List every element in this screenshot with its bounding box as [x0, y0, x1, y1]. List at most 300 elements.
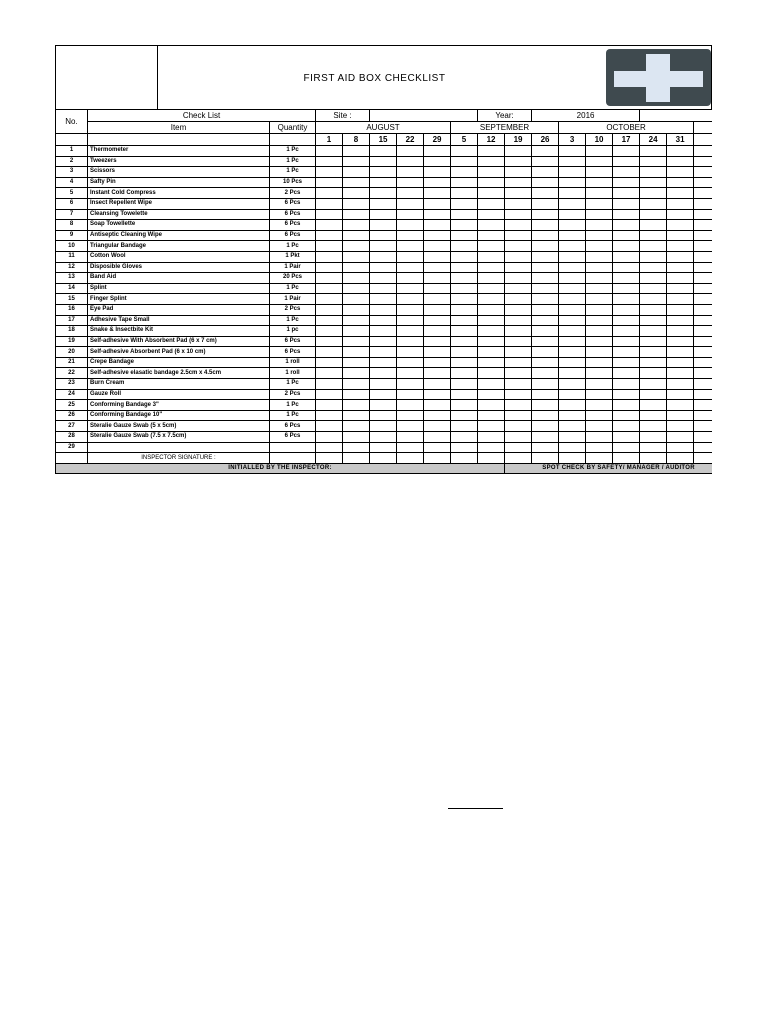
check-cell[interactable] — [370, 315, 397, 326]
check-cell[interactable] — [370, 156, 397, 167]
check-cell[interactable] — [532, 442, 559, 453]
check-cell[interactable] — [694, 368, 712, 379]
check-cell[interactable] — [316, 304, 343, 315]
check-cell[interactable] — [532, 273, 559, 284]
check-cell[interactable] — [640, 379, 667, 390]
check-cell[interactable] — [694, 177, 712, 188]
check-cell[interactable] — [451, 336, 478, 347]
check-cell[interactable] — [397, 400, 424, 411]
check-cell[interactable] — [532, 432, 559, 443]
check-cell[interactable] — [451, 177, 478, 188]
check-cell[interactable] — [640, 389, 667, 400]
check-cell[interactable] — [532, 421, 559, 432]
check-cell[interactable] — [667, 220, 694, 231]
check-cell[interactable] — [559, 347, 586, 358]
check-cell[interactable] — [316, 357, 343, 368]
check-cell[interactable] — [613, 220, 640, 231]
check-cell[interactable] — [532, 251, 559, 262]
check-cell[interactable] — [586, 241, 613, 252]
check-cell[interactable] — [370, 273, 397, 284]
check-cell[interactable] — [613, 241, 640, 252]
check-cell[interactable] — [694, 442, 712, 453]
check-cell[interactable] — [559, 368, 586, 379]
check-cell[interactable] — [586, 326, 613, 337]
check-cell[interactable] — [667, 273, 694, 284]
check-cell[interactable] — [316, 421, 343, 432]
check-cell[interactable] — [424, 379, 451, 390]
check-cell[interactable] — [613, 326, 640, 337]
check-cell[interactable] — [478, 198, 505, 209]
check-cell[interactable] — [316, 220, 343, 231]
check-cell[interactable] — [424, 156, 451, 167]
check-cell[interactable] — [559, 198, 586, 209]
check-cell[interactable] — [478, 357, 505, 368]
check-cell[interactable] — [451, 209, 478, 220]
check-cell[interactable] — [667, 251, 694, 262]
check-cell[interactable] — [478, 273, 505, 284]
check-cell[interactable] — [532, 198, 559, 209]
check-cell[interactable] — [667, 262, 694, 273]
check-cell[interactable] — [667, 357, 694, 368]
check-cell[interactable] — [694, 294, 712, 305]
check-cell[interactable] — [559, 315, 586, 326]
check-cell[interactable] — [694, 209, 712, 220]
check-cell[interactable] — [424, 336, 451, 347]
check-cell[interactable] — [478, 262, 505, 273]
check-cell[interactable] — [478, 156, 505, 167]
check-cell[interactable] — [640, 294, 667, 305]
check-cell[interactable] — [397, 304, 424, 315]
check-cell[interactable] — [559, 273, 586, 284]
check-cell[interactable] — [559, 389, 586, 400]
check-cell[interactable] — [316, 326, 343, 337]
check-cell[interactable] — [370, 410, 397, 421]
check-cell[interactable] — [505, 432, 532, 443]
check-cell[interactable] — [640, 421, 667, 432]
check-cell[interactable] — [640, 198, 667, 209]
check-cell[interactable] — [451, 410, 478, 421]
check-cell[interactable] — [451, 156, 478, 167]
check-cell[interactable] — [397, 315, 424, 326]
check-cell[interactable] — [370, 294, 397, 305]
check-cell[interactable] — [613, 368, 640, 379]
check-cell[interactable] — [343, 379, 370, 390]
check-cell[interactable] — [559, 230, 586, 241]
check-cell[interactable] — [343, 421, 370, 432]
check-cell[interactable] — [316, 230, 343, 241]
check-cell[interactable] — [667, 230, 694, 241]
check-cell[interactable] — [451, 400, 478, 411]
check-cell[interactable] — [397, 379, 424, 390]
check-cell[interactable] — [343, 220, 370, 231]
check-cell[interactable] — [370, 251, 397, 262]
check-cell[interactable] — [613, 347, 640, 358]
check-cell[interactable] — [370, 283, 397, 294]
check-cell[interactable] — [343, 273, 370, 284]
check-cell[interactable] — [316, 146, 343, 157]
check-cell[interactable] — [532, 146, 559, 157]
check-cell[interactable] — [370, 304, 397, 315]
check-cell[interactable] — [505, 156, 532, 167]
check-cell[interactable] — [370, 177, 397, 188]
check-cell[interactable] — [559, 209, 586, 220]
check-cell[interactable] — [667, 283, 694, 294]
check-cell[interactable] — [505, 304, 532, 315]
check-cell[interactable] — [667, 156, 694, 167]
check-cell[interactable] — [424, 230, 451, 241]
check-cell[interactable] — [370, 230, 397, 241]
check-cell[interactable] — [478, 400, 505, 411]
check-cell[interactable] — [694, 315, 712, 326]
check-cell[interactable] — [451, 326, 478, 337]
check-cell[interactable] — [667, 146, 694, 157]
check-cell[interactable] — [451, 315, 478, 326]
check-cell[interactable] — [451, 220, 478, 231]
check-cell[interactable] — [559, 241, 586, 252]
check-cell[interactable] — [316, 410, 343, 421]
check-cell[interactable] — [478, 230, 505, 241]
check-cell[interactable] — [505, 177, 532, 188]
check-cell[interactable] — [397, 177, 424, 188]
check-cell[interactable] — [505, 230, 532, 241]
check-cell[interactable] — [370, 241, 397, 252]
signature-cell[interactable] — [586, 453, 613, 464]
check-cell[interactable] — [397, 442, 424, 453]
check-cell[interactable] — [559, 379, 586, 390]
signature-cell[interactable] — [424, 453, 451, 464]
check-cell[interactable] — [397, 209, 424, 220]
check-cell[interactable] — [586, 368, 613, 379]
check-cell[interactable] — [559, 304, 586, 315]
check-cell[interactable] — [424, 198, 451, 209]
check-cell[interactable] — [343, 410, 370, 421]
check-cell[interactable] — [532, 241, 559, 252]
check-cell[interactable] — [370, 379, 397, 390]
check-cell[interactable] — [478, 241, 505, 252]
check-cell[interactable] — [694, 347, 712, 358]
check-cell[interactable] — [316, 432, 343, 443]
check-cell[interactable] — [586, 146, 613, 157]
check-cell[interactable] — [694, 146, 712, 157]
check-cell[interactable] — [370, 400, 397, 411]
check-cell[interactable] — [370, 146, 397, 157]
check-cell[interactable] — [667, 432, 694, 443]
check-cell[interactable] — [532, 357, 559, 368]
check-cell[interactable] — [343, 156, 370, 167]
check-cell[interactable] — [559, 251, 586, 262]
check-cell[interactable] — [397, 156, 424, 167]
check-cell[interactable] — [478, 283, 505, 294]
check-cell[interactable] — [559, 156, 586, 167]
check-cell[interactable] — [667, 442, 694, 453]
check-cell[interactable] — [478, 188, 505, 199]
check-cell[interactable] — [424, 389, 451, 400]
check-cell[interactable] — [478, 304, 505, 315]
check-cell[interactable] — [478, 347, 505, 358]
check-cell[interactable] — [424, 357, 451, 368]
check-cell[interactable] — [478, 368, 505, 379]
check-cell[interactable] — [397, 389, 424, 400]
check-cell[interactable] — [613, 198, 640, 209]
check-cell[interactable] — [532, 230, 559, 241]
check-cell[interactable] — [586, 294, 613, 305]
check-cell[interactable] — [424, 326, 451, 337]
check-cell[interactable] — [343, 167, 370, 178]
check-cell[interactable] — [667, 336, 694, 347]
check-cell[interactable] — [640, 283, 667, 294]
check-cell[interactable] — [532, 209, 559, 220]
check-cell[interactable] — [532, 410, 559, 421]
check-cell[interactable] — [505, 315, 532, 326]
check-cell[interactable] — [370, 357, 397, 368]
check-cell[interactable] — [478, 294, 505, 305]
check-cell[interactable] — [559, 410, 586, 421]
check-cell[interactable] — [478, 315, 505, 326]
check-cell[interactable] — [424, 241, 451, 252]
check-cell[interactable] — [586, 379, 613, 390]
check-cell[interactable] — [397, 188, 424, 199]
signature-cell[interactable] — [532, 453, 559, 464]
signature-cell[interactable] — [478, 453, 505, 464]
check-cell[interactable] — [451, 198, 478, 209]
check-cell[interactable] — [505, 347, 532, 358]
check-cell[interactable] — [694, 273, 712, 284]
signature-cell[interactable] — [559, 453, 586, 464]
check-cell[interactable] — [559, 421, 586, 432]
signature-cell[interactable] — [343, 453, 370, 464]
check-cell[interactable] — [586, 156, 613, 167]
check-cell[interactable] — [424, 146, 451, 157]
check-cell[interactable] — [424, 188, 451, 199]
check-cell[interactable] — [397, 421, 424, 432]
signature-cell[interactable] — [316, 453, 343, 464]
check-cell[interactable] — [532, 368, 559, 379]
signature-cell[interactable] — [667, 453, 694, 464]
check-cell[interactable] — [640, 273, 667, 284]
check-cell[interactable] — [667, 347, 694, 358]
check-cell[interactable] — [640, 241, 667, 252]
check-cell[interactable] — [424, 177, 451, 188]
check-cell[interactable] — [424, 315, 451, 326]
check-cell[interactable] — [694, 421, 712, 432]
check-cell[interactable] — [316, 379, 343, 390]
check-cell[interactable] — [343, 304, 370, 315]
check-cell[interactable] — [613, 273, 640, 284]
check-cell[interactable] — [505, 400, 532, 411]
check-cell[interactable] — [370, 368, 397, 379]
check-cell[interactable] — [451, 357, 478, 368]
check-cell[interactable] — [316, 251, 343, 262]
check-cell[interactable] — [343, 315, 370, 326]
check-cell[interactable] — [559, 188, 586, 199]
check-cell[interactable] — [478, 432, 505, 443]
check-cell[interactable] — [694, 241, 712, 252]
check-cell[interactable] — [640, 167, 667, 178]
check-cell[interactable] — [586, 336, 613, 347]
check-cell[interactable] — [316, 198, 343, 209]
signature-cell[interactable] — [640, 453, 667, 464]
signature-cell[interactable] — [613, 453, 640, 464]
check-cell[interactable] — [451, 294, 478, 305]
check-cell[interactable] — [559, 442, 586, 453]
check-cell[interactable] — [586, 220, 613, 231]
check-cell[interactable] — [559, 432, 586, 443]
check-cell[interactable] — [370, 198, 397, 209]
check-cell[interactable] — [370, 421, 397, 432]
check-cell[interactable] — [478, 336, 505, 347]
check-cell[interactable] — [478, 421, 505, 432]
check-cell[interactable] — [613, 262, 640, 273]
check-cell[interactable] — [613, 315, 640, 326]
check-cell[interactable] — [343, 400, 370, 411]
check-cell[interactable] — [640, 146, 667, 157]
check-cell[interactable] — [559, 167, 586, 178]
check-cell[interactable] — [316, 347, 343, 358]
check-cell[interactable] — [424, 251, 451, 262]
check-cell[interactable] — [586, 315, 613, 326]
check-cell[interactable] — [478, 220, 505, 231]
check-cell[interactable] — [451, 368, 478, 379]
check-cell[interactable] — [505, 368, 532, 379]
check-cell[interactable] — [694, 188, 712, 199]
check-cell[interactable] — [640, 251, 667, 262]
check-cell[interactable] — [316, 241, 343, 252]
check-cell[interactable] — [370, 167, 397, 178]
check-cell[interactable] — [532, 304, 559, 315]
check-cell[interactable] — [343, 442, 370, 453]
check-cell[interactable] — [586, 167, 613, 178]
check-cell[interactable] — [613, 251, 640, 262]
check-cell[interactable] — [586, 410, 613, 421]
check-cell[interactable] — [424, 220, 451, 231]
check-cell[interactable] — [694, 357, 712, 368]
check-cell[interactable] — [397, 336, 424, 347]
check-cell[interactable] — [478, 442, 505, 453]
check-cell[interactable] — [613, 336, 640, 347]
check-cell[interactable] — [559, 283, 586, 294]
check-cell[interactable] — [424, 421, 451, 432]
check-cell[interactable] — [343, 326, 370, 337]
check-cell[interactable] — [667, 326, 694, 337]
check-cell[interactable] — [505, 262, 532, 273]
check-cell[interactable] — [559, 336, 586, 347]
check-cell[interactable] — [640, 315, 667, 326]
check-cell[interactable] — [613, 156, 640, 167]
check-cell[interactable] — [505, 294, 532, 305]
check-cell[interactable] — [559, 357, 586, 368]
check-cell[interactable] — [640, 262, 667, 273]
check-cell[interactable] — [532, 294, 559, 305]
check-cell[interactable] — [505, 146, 532, 157]
check-cell[interactable] — [586, 442, 613, 453]
check-cell[interactable] — [424, 368, 451, 379]
check-cell[interactable] — [478, 146, 505, 157]
check-cell[interactable] — [694, 304, 712, 315]
check-cell[interactable] — [532, 177, 559, 188]
check-cell[interactable] — [451, 442, 478, 453]
check-cell[interactable] — [343, 146, 370, 157]
check-cell[interactable] — [505, 209, 532, 220]
check-cell[interactable] — [694, 220, 712, 231]
check-cell[interactable] — [370, 326, 397, 337]
check-cell[interactable] — [505, 326, 532, 337]
check-cell[interactable] — [667, 389, 694, 400]
check-cell[interactable] — [505, 167, 532, 178]
check-cell[interactable] — [316, 389, 343, 400]
check-cell[interactable] — [694, 336, 712, 347]
check-cell[interactable] — [532, 262, 559, 273]
check-cell[interactable] — [424, 209, 451, 220]
check-cell[interactable] — [640, 442, 667, 453]
check-cell[interactable] — [667, 421, 694, 432]
check-cell[interactable] — [640, 432, 667, 443]
check-cell[interactable] — [478, 410, 505, 421]
check-cell[interactable] — [667, 410, 694, 421]
check-cell[interactable] — [451, 188, 478, 199]
check-cell[interactable] — [586, 177, 613, 188]
check-cell[interactable] — [424, 347, 451, 358]
check-cell[interactable] — [667, 241, 694, 252]
check-cell[interactable] — [667, 304, 694, 315]
check-cell[interactable] — [694, 400, 712, 411]
check-cell[interactable] — [532, 336, 559, 347]
check-cell[interactable] — [316, 209, 343, 220]
check-cell[interactable] — [343, 198, 370, 209]
check-cell[interactable] — [316, 368, 343, 379]
check-cell[interactable] — [478, 389, 505, 400]
check-cell[interactable] — [316, 283, 343, 294]
check-cell[interactable] — [532, 315, 559, 326]
check-cell[interactable] — [505, 442, 532, 453]
check-cell[interactable] — [613, 146, 640, 157]
check-cell[interactable] — [532, 326, 559, 337]
check-cell[interactable] — [694, 326, 712, 337]
check-cell[interactable] — [532, 347, 559, 358]
check-cell[interactable] — [694, 251, 712, 262]
check-cell[interactable] — [505, 421, 532, 432]
check-cell[interactable] — [586, 283, 613, 294]
check-cell[interactable] — [424, 432, 451, 443]
check-cell[interactable] — [343, 177, 370, 188]
check-cell[interactable] — [640, 336, 667, 347]
check-cell[interactable] — [397, 146, 424, 157]
check-cell[interactable] — [559, 400, 586, 411]
check-cell[interactable] — [532, 220, 559, 231]
check-cell[interactable] — [451, 262, 478, 273]
check-cell[interactable] — [667, 188, 694, 199]
check-cell[interactable] — [370, 442, 397, 453]
check-cell[interactable] — [586, 273, 613, 284]
check-cell[interactable] — [613, 442, 640, 453]
check-cell[interactable] — [370, 336, 397, 347]
check-cell[interactable] — [559, 146, 586, 157]
check-cell[interactable] — [505, 220, 532, 231]
check-cell[interactable] — [316, 167, 343, 178]
check-cell[interactable] — [532, 379, 559, 390]
check-cell[interactable] — [451, 347, 478, 358]
signature-cell[interactable] — [451, 453, 478, 464]
check-cell[interactable] — [343, 188, 370, 199]
check-cell[interactable] — [586, 209, 613, 220]
check-cell[interactable] — [397, 432, 424, 443]
check-cell[interactable] — [640, 400, 667, 411]
check-cell[interactable] — [424, 262, 451, 273]
check-cell[interactable] — [343, 283, 370, 294]
check-cell[interactable] — [613, 294, 640, 305]
check-cell[interactable] — [343, 432, 370, 443]
check-cell[interactable] — [586, 198, 613, 209]
check-cell[interactable] — [316, 336, 343, 347]
